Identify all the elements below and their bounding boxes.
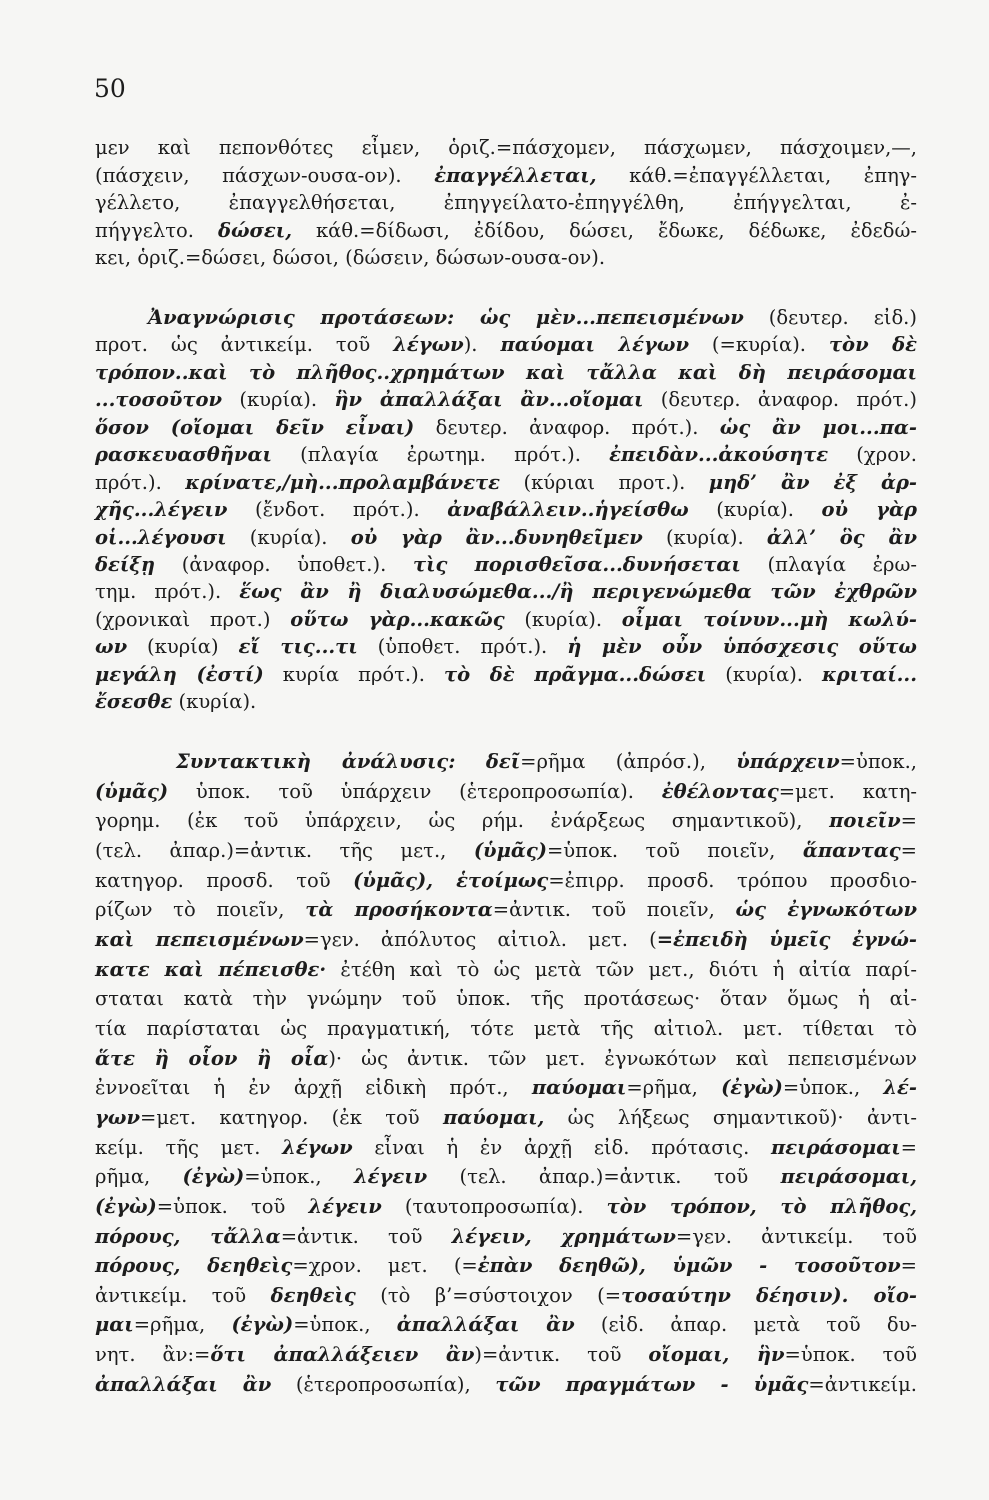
text-run: κυρία πρότ.). xyxy=(263,662,444,686)
text-run: (τὸ β’=σύστοιχον (= xyxy=(355,1283,622,1307)
bold-term: λέγων xyxy=(393,333,464,357)
bold-term: λέγων xyxy=(282,1135,353,1159)
bold-term: τὰ προσήκοντα xyxy=(305,898,493,922)
bold-term: Ἀναγνώρισις προτάσεων: ὡς μὲν...πεπεισμένων xyxy=(148,306,744,329)
text-line xyxy=(95,1222,917,1252)
text-line xyxy=(95,1251,917,1281)
bold-term: ποιεῖν xyxy=(829,809,901,833)
text-run: =ὑποκ., xyxy=(839,750,917,773)
bold-term: δώσει, xyxy=(217,218,292,242)
bold-term: δεῖ xyxy=(485,750,521,773)
text-run: )=ἀντικ. τοῦ xyxy=(474,1343,649,1367)
text-run: ). xyxy=(463,333,501,357)
text-line xyxy=(95,1370,917,1400)
text-line xyxy=(95,524,917,551)
text-line xyxy=(95,1073,917,1103)
text-run: (ἑτεροπροσωπία), xyxy=(271,1372,496,1396)
text-run: γέλλετο, ἐπαγγελθήσεται, ἐπηγγείλατο-ἐπηγγέλθη, ἐπήγγελται, ἐ- xyxy=(95,191,917,214)
bold-term: πειράσομαι, xyxy=(780,1165,917,1189)
bold-term: παύομαι, xyxy=(443,1105,545,1129)
paragraph-verb-forms xyxy=(95,134,917,272)
bold-term: ἕως ἂν ἢ διαλυσώμεθα.../ἢ περιγενώμεθα τῶν ἐχθρῶν xyxy=(239,580,917,604)
text-run: γορημ. (ἐκ τοῦ ὑπάρχειν, ὡς ρήμ. ἐνάρξεως σημαντικοῦ), xyxy=(95,809,830,833)
text-run: )· ὡς ἀντικ. τῶν μετ. ἐγνωκότων καὶ πεπεισμένων xyxy=(328,1046,917,1070)
bold-term: ὅσον (οἴομαι δεῖν εἶναι) xyxy=(95,415,415,439)
bold-term: ἀλλ’ ὃς ἂν xyxy=(766,525,917,549)
text-line xyxy=(95,441,917,468)
bold-term: (ὑμᾶς) xyxy=(95,779,169,803)
text-run: =ὑποκ., xyxy=(244,1165,354,1189)
text-run: τία παρίσταται ὡς πραγματική, τότε μετὰ τῆς αἰτιολ. μετ. τίθεται τὸ xyxy=(95,1016,917,1040)
text-line xyxy=(95,1310,917,1340)
text-run: (κυρία). xyxy=(504,607,622,631)
bold-term: παύομαι λέγων xyxy=(500,333,689,357)
text-line xyxy=(95,606,917,633)
text-run: =ὑποκ. τοῦ xyxy=(156,1194,309,1218)
bold-term: χῆς...λέγειν xyxy=(95,498,228,522)
bold-term: ἐπειδὰν...ἀκούσητε xyxy=(609,443,829,467)
bold-term: οἴομαι, ἣν xyxy=(648,1343,785,1367)
bold-term: ὑπάρχειν xyxy=(736,750,840,773)
text-line xyxy=(95,551,917,578)
text-line xyxy=(95,806,917,836)
bold-term: ἡ μὲν οὖν ὑπόσχεσις οὕτω xyxy=(567,635,917,659)
bold-term: λέγειν xyxy=(353,1165,428,1189)
bold-term: κατε καὶ πέπεισθε· xyxy=(95,957,327,981)
bold-term: καὶ πεπεισμένων xyxy=(95,927,304,951)
text-line xyxy=(95,1162,917,1192)
bold-term: οὐ γὰρ xyxy=(821,498,917,522)
text-run xyxy=(456,750,486,773)
text-run: = xyxy=(900,1254,917,1278)
bold-term: τοσαύτην δέησιν). οἴο- xyxy=(621,1283,917,1307)
bold-term: τὸν δὲ xyxy=(828,333,917,357)
text-run: =ἀντικείμ. xyxy=(808,1372,918,1396)
text-line xyxy=(95,244,917,272)
text-run: (χρονικαὶ προτ.) xyxy=(95,607,291,631)
text-run: (τελ. ἀπαρ.)=ἀντικ. τῆς μετ., xyxy=(95,838,474,862)
text-line xyxy=(95,469,917,496)
bold-term: ρασκευασθῆναι xyxy=(95,443,272,467)
text-run: κείμ. τῆς μετ. xyxy=(95,1135,283,1159)
bold-term: (ἐγὼ) xyxy=(721,1076,783,1100)
text-run: μεν καὶ πεπονθότες εἶμεν, ὁριζ.=πάσχομεν, πάσχωμεν, πάσχοιμεν,—, xyxy=(95,136,917,159)
bold-term: ἐπαγγέλλεται, xyxy=(434,163,597,187)
text-line xyxy=(95,1044,917,1074)
bold-term: ἀναβάλλειν..ἡγείσθω xyxy=(447,498,689,522)
bold-term: παύομαι xyxy=(531,1076,627,1100)
bold-term: (ἐγὼ) xyxy=(182,1165,245,1189)
text-run: =ἀντικ. τοῦ xyxy=(280,1224,452,1248)
text-run: =χρον. μετ. (= xyxy=(292,1254,478,1278)
text-run: =ἐπιρρ. προσδ. τρόπου προσδιο- xyxy=(548,868,918,892)
text-line xyxy=(95,747,917,777)
text-run: (κυρία). xyxy=(172,690,257,714)
bold-term: ἀπαλλάξαι ἂν xyxy=(396,1313,575,1337)
bold-term: πειράσομαι xyxy=(771,1135,901,1159)
bold-term: οὐ γὰρ ἂν...δυνηθεῖμεν xyxy=(350,525,643,549)
text-run: ἐννοεῖται ἡ ἐν ἀρχῇ εἰδικὴ πρότ., xyxy=(95,1076,532,1100)
text-run: (ταυτοπροσωπία). xyxy=(381,1194,607,1218)
bold-term: μεγάλη (ἐστί) xyxy=(95,662,264,686)
text-run: =ὑποκ., xyxy=(782,1076,884,1100)
bold-term: ὡς ἐγνωκότων xyxy=(735,898,917,922)
text-run: ρῆμα, xyxy=(95,1165,183,1189)
bold-term: ἐθέλοντας xyxy=(661,779,779,803)
text-run: σταται κατὰ τὴν γνώμην τοῦ ὑποκ. τῆς προτάσεως· ὅταν ὅμως ἡ αἰ- xyxy=(95,987,917,1011)
bold-term: ἅτε ἢ οἷον ἢ οἷα xyxy=(95,1046,329,1070)
text-line xyxy=(95,386,917,413)
text-run: (κυρία). xyxy=(688,498,822,522)
bold-term: λέγειν xyxy=(308,1194,382,1218)
text-line xyxy=(95,414,917,441)
bold-term: ὅτι ἀπαλλάξειεν ἂν xyxy=(210,1343,475,1367)
bold-term: τρόπον..καὶ τὸ πλῆθος..χρημάτων καὶ τἄλλα καὶ δὴ πειράσομαι xyxy=(95,360,917,384)
text-run: (δευτερ. εἰδ.) xyxy=(743,306,917,329)
text-line xyxy=(95,578,917,605)
bold-term: ἣν ἀπαλλάξαι ἂν...οἴομαι xyxy=(334,388,644,412)
bold-term: Συντακτικὴ ἀνάλυσις: xyxy=(176,750,456,773)
text-line xyxy=(95,866,917,896)
bold-term: τὶς πορισθεῖσα...δυνήσεται xyxy=(412,552,741,576)
bold-term: (ὑμᾶς), ἑτοίμως xyxy=(353,868,549,892)
page-number: 50 xyxy=(94,74,126,103)
bold-term: κρίνατε,/μὴ...προλαμβάνετε xyxy=(185,470,501,494)
text-run: κάθ.=δίδωσι, ἐδίδου, δώσει, ἔδωκε, δέδωκε, ἐδεδώ- xyxy=(292,218,917,242)
text-run: ὑποκ. τοῦ ὑπάρχειν (ἑτεροπροσωπία). xyxy=(168,779,662,803)
bold-term: τὸν τρόπον, τὸ πλῆθος, xyxy=(606,1194,917,1218)
bold-term: (ἐγὼ) xyxy=(95,1194,157,1218)
bold-term: ἔσεσθε xyxy=(95,690,173,714)
bold-term: λέγειν, χρημάτων xyxy=(451,1224,676,1248)
text-run: =ὑποκ. τοῦ xyxy=(784,1343,917,1367)
bold-term: κριταί... xyxy=(822,662,917,686)
text-run: =ὑποκ. τοῦ ποιεῖν, xyxy=(546,838,803,862)
text-run: κατηγορ. προσδ. τοῦ xyxy=(95,868,354,892)
text-run: (τελ. ἀπαρ.)=ἀντικ. τοῦ xyxy=(427,1165,781,1189)
bold-term: πόρους, τἄλλα xyxy=(95,1224,281,1248)
text-line xyxy=(95,1103,917,1133)
bold-term: ἐπὰν δεηθῶ), ὑμῶν - τοσοῦτον xyxy=(477,1254,901,1278)
text-run: (κυρία). xyxy=(642,525,767,549)
paragraph-syntactic-analysis xyxy=(95,747,917,1399)
bold-term: λέ- xyxy=(883,1076,917,1100)
text-run: =ρῆμα, xyxy=(133,1313,232,1337)
text-line xyxy=(95,134,917,162)
text-line xyxy=(95,162,917,190)
text-line xyxy=(95,359,917,386)
text-run: ἐτέθη καὶ τὸ ὡς μετὰ τῶν μετ., διότι ἡ αἰτία παρί- xyxy=(326,957,918,981)
text-run: (κυρία). xyxy=(706,662,823,686)
text-line xyxy=(95,661,917,688)
bold-term: δεηθεὶς xyxy=(270,1283,356,1307)
text-run: (χρον. xyxy=(828,443,917,467)
text-run: =γεν. ἀντικείμ. τοῦ xyxy=(675,1224,917,1248)
text-run: =ὑποκ., xyxy=(293,1313,397,1337)
text-run: κει, ὁριζ.=δώσει, δώσοι, (δώσειν, δώσων-ουσα-ον). xyxy=(95,246,606,269)
text-run: πρότ.). xyxy=(95,470,186,494)
bold-term: οἱ...λέγουσι xyxy=(95,525,227,549)
text-line xyxy=(95,189,917,217)
text-run: = xyxy=(900,1135,917,1159)
bold-term: ...τοσοῦτον xyxy=(95,388,223,412)
text-run: εἶναι ἡ ἐν ἀρχῇ εἰδ. πρότασις. xyxy=(352,1135,772,1159)
text-line xyxy=(95,1340,917,1370)
bold-term: ὡς ἂν μοι...πα- xyxy=(719,415,917,439)
bold-term: ων xyxy=(95,635,128,659)
text-run: = xyxy=(900,809,917,833)
text-run: (κυρία). xyxy=(226,525,351,549)
text-run: κάθ.=ἐπαγγέλλεται, ἐπηγ- xyxy=(596,163,918,187)
text-run: ὡς λήξεως σημαντικοῦ)· ἀντι- xyxy=(544,1105,917,1129)
text-run: τημ. πρότ.). xyxy=(95,580,240,604)
text-line xyxy=(95,1014,917,1044)
text-line xyxy=(95,1281,917,1311)
text-run: =ρῆμα (ἀπρόσ.), xyxy=(520,750,737,773)
text-line xyxy=(95,217,917,245)
text-line xyxy=(95,1192,917,1222)
text-run: (ἀναφορ. ὑποθετ.). xyxy=(155,552,413,576)
paragraph-clause-identification xyxy=(95,304,917,716)
bold-term: ἅπαντας xyxy=(802,838,901,862)
bold-term: ἀπαλλάξαι ἂν xyxy=(95,1372,272,1396)
bold-term: οὕτω γὰρ...κακῶς xyxy=(290,607,505,631)
bold-term: τῶν πραγμάτων - ὑμᾶς xyxy=(495,1372,809,1396)
text-run: (πλαγία ἐρω- xyxy=(740,552,917,576)
bold-term: πόρους, δεηθεὶς xyxy=(95,1254,293,1278)
text-run: (δευτερ. ἀναφορ. πρότ.) xyxy=(643,388,917,412)
text-run: = xyxy=(900,838,917,862)
bold-term: εἴ τις...τι xyxy=(238,635,358,659)
bold-term: δείξῃ xyxy=(95,552,156,576)
text-run: ρίζων τὸ ποιεῖν, xyxy=(95,898,306,922)
text-line xyxy=(95,955,917,985)
text-line xyxy=(95,984,917,1014)
text-run: (πάσχειν, πάσχων-ουσα-ον). xyxy=(95,163,435,187)
text-run: πήγγελτο. xyxy=(95,218,218,242)
bold-term: μαι xyxy=(95,1313,134,1337)
text-run: (κυρία). xyxy=(222,388,335,412)
text-line xyxy=(95,836,917,866)
text-run: (=κυρία). xyxy=(689,333,829,357)
text-run: δευτερ. ἀναφορ. πρότ.). xyxy=(414,415,720,439)
bold-term: (ὑμᾶς) xyxy=(473,838,547,862)
text-run: =μετ. κατη- xyxy=(778,779,917,803)
bold-term: οἶμαι τοίνυν...μὴ κωλύ- xyxy=(621,607,917,631)
text-line xyxy=(95,1133,917,1163)
text-run: ἀντικείμ. τοῦ xyxy=(95,1283,271,1307)
text-run: =μετ. κατηγορ. (ἐκ τοῦ xyxy=(139,1105,443,1129)
text-line xyxy=(95,777,917,807)
text-run: (εἰδ. ἀπαρ. μετὰ τοῦ δυ- xyxy=(574,1313,918,1337)
bold-term: γων xyxy=(95,1105,140,1129)
text-run: προτ. ὡς ἀντικείμ. τοῦ xyxy=(95,333,394,357)
text-line xyxy=(95,688,917,715)
text-line xyxy=(95,304,917,331)
text-run: (ὑποθετ. πρότ.). xyxy=(357,635,568,659)
text-run: =ἀντικ. τοῦ ποιεῖν, xyxy=(492,898,736,922)
text-line xyxy=(95,331,917,358)
bold-term: τὸ δὲ πρᾶγμα...δώσει xyxy=(443,662,707,686)
text-run: (πλαγία ἐρωτημ. πρότ.). xyxy=(271,443,610,467)
text-line xyxy=(95,633,917,660)
text-run: =γεν. ἀπόλυτος αἰτιολ. μετ. ( xyxy=(303,927,657,951)
text-run: (κύριαι προτ.). xyxy=(500,470,709,494)
bold-term: =ἐπειδὴ ὑμεῖς ἐγνώ- xyxy=(656,927,917,951)
text-run: (κυρία) xyxy=(127,635,239,659)
text-line xyxy=(95,496,917,523)
text-run: νητ. ἂν:= xyxy=(95,1343,211,1367)
text-run: (ἔνδοτ. πρότ.). xyxy=(227,498,448,522)
bold-term: μηδ’ ἂν ἐξ ἀρ- xyxy=(708,470,918,494)
text-run: =ρῆμα, xyxy=(626,1076,722,1100)
text-line xyxy=(95,925,917,955)
text-line xyxy=(95,895,917,925)
bold-term: (ἐγὼ) xyxy=(231,1313,294,1337)
